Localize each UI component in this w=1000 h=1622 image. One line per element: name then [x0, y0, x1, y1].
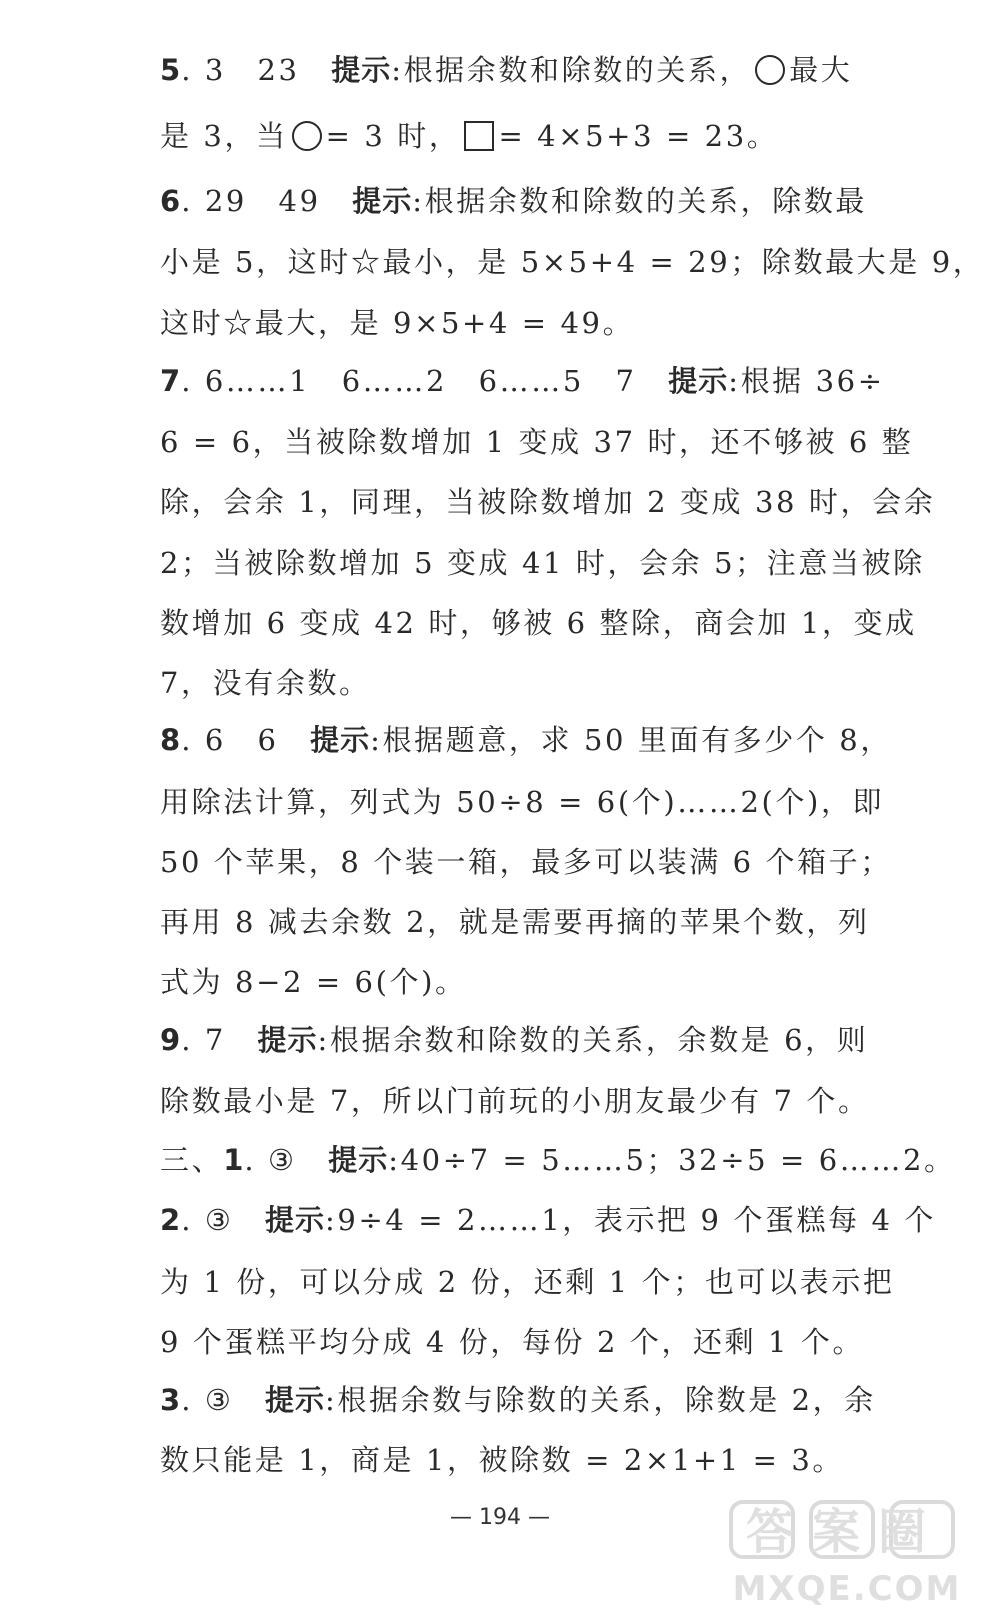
q8-line-3 [160, 842, 892, 882]
q9-line-2 [160, 1081, 870, 1121]
q8-answer: . 6 6 [181, 723, 311, 757]
q6-text-2: 小是 5，这时☆最小，是 5×5+4 = 29；除数最大是 9， [160, 245, 985, 279]
q5-number: 5 [160, 53, 182, 87]
q6-tip-label: 提示 [352, 184, 413, 218]
s3q3-line-1 [160, 1380, 876, 1420]
q8-text-4: 再用 8 减去余数 2，就是需要再摘的苹果个数，列 [160, 905, 870, 939]
q5-line-2 [160, 116, 800, 156]
s3q2-text-2: 为 1 份，可以分成 2 份，还剩 1 个；也可以表示把 [160, 1265, 895, 1299]
s3q2-line-2 [160, 1262, 895, 1302]
s3q2-number: 2 [160, 1203, 182, 1237]
s3q1-text-1: :40÷7 = 5……5；32÷5 = 6……2。 [388, 1143, 956, 1177]
s3q2-answer: . ③ [181, 1203, 266, 1237]
square-icon [464, 121, 494, 151]
section-3-label: 三、 [160, 1143, 224, 1177]
q6-answer: . 29 49 [181, 184, 353, 218]
s3q1-line-1 [160, 1140, 956, 1180]
s3q2-line-1 [160, 1200, 937, 1240]
q7-number: 7 [160, 364, 182, 398]
q7-text-4: 2；当被除数增加 5 变成 41 时，会余 5；注意当被除 [160, 546, 925, 580]
q7-line-1 [160, 361, 885, 401]
q6-text-1: :根据余数和除数的关系，除数最 [412, 184, 868, 218]
q9-line-1 [160, 1020, 869, 1060]
watermark-top-text: 答案圈 [745, 1504, 945, 1560]
q8-line-1 [160, 720, 892, 760]
watermark-logo [727, 1492, 972, 1612]
q7-answer: . 6……1 6……2 6……5 7 [181, 364, 669, 398]
s3q3-text-1: :根据余数与除数的关系，除数是 2，余 [325, 1383, 876, 1417]
q5-line-1 [160, 50, 853, 90]
s3q2-tip-label: 提示 [265, 1203, 326, 1237]
q6-text-3: 这时☆最大，是 9×5+4 = 49。 [160, 306, 635, 340]
q9-number: 9 [160, 1023, 182, 1057]
s3q1-tip-label: 提示 [328, 1143, 389, 1177]
s3q2-line-3 [160, 1322, 865, 1362]
q6-line-1 [160, 181, 868, 221]
q8-line-4 [160, 902, 870, 942]
q5-text-1b: 最大 [789, 53, 853, 87]
q5-text-1a: :根据余数和除数的关系， [391, 53, 752, 87]
q8-tip-label: 提示 [310, 723, 371, 757]
q8-text-5: 式为 8−2 = 6(个)。 [160, 965, 467, 999]
q9-answer: . 7 [181, 1023, 258, 1057]
q8-number: 8 [160, 723, 182, 757]
q7-text-1: :根据 36÷ [728, 364, 885, 398]
q6-number: 6 [160, 184, 182, 218]
q7-text-2: 6 = 6，当被除数增加 1 变成 37 时，还不够被 6 整 [160, 425, 914, 459]
q6-line-3 [160, 303, 800, 343]
s3q3-answer: . ③ [181, 1383, 266, 1417]
q8-line-5 [160, 962, 800, 1002]
q7-tip-label: 提示 [668, 364, 729, 398]
s3q1-number: 1 [223, 1143, 245, 1177]
s3q3-number: 3 [160, 1383, 182, 1417]
q9-text-1: :根据余数和除数的关系，余数是 6，则 [317, 1023, 869, 1057]
q9-tip-label: 提示 [257, 1023, 318, 1057]
q9-text-2: 除数最小是 7，所以门前玩的小朋友最少有 7 个。 [160, 1084, 870, 1118]
q7-text-5: 数增加 6 变成 42 时，够被 6 整除，商会加 1，变成 [160, 606, 917, 640]
page-number: — 194 — [450, 1505, 550, 1530]
q7-line-5 [160, 603, 917, 643]
s3q1-answer: . ③ [244, 1143, 329, 1177]
q7-line-2 [160, 422, 914, 462]
s3q3-line-2 [160, 1440, 845, 1480]
q5-tip-label: 提示 [331, 53, 392, 87]
q7-line-6 [160, 663, 800, 703]
q5-text-2a: 是 3，当 [160, 119, 288, 153]
q6-line-2 [160, 242, 985, 282]
q7-line-4 [160, 543, 925, 583]
q8-line-2 [160, 782, 885, 822]
q8-text-2: 用除法计算，列式为 50÷8 = 6(个)……2(个)，即 [160, 785, 885, 819]
circle-icon [292, 121, 322, 151]
circle-icon [755, 55, 785, 85]
q5-text-2b: = 3 时， [325, 119, 461, 153]
s3q3-text-2: 数只能是 1，商是 1，被除数 = 2×1+1 = 3。 [160, 1443, 845, 1477]
q8-text-3: 50 个苹果，8 个装一箱，最多可以装满 6 个箱子； [160, 845, 892, 879]
q7-text-6: 7，没有余数。 [160, 666, 371, 700]
s3q3-tip-label: 提示 [265, 1383, 326, 1417]
q8-text-1: :根据题意，求 50 里面有多少个 8， [370, 723, 892, 757]
q5-answer: . 3 23 [181, 53, 332, 87]
q7-text-3: 除，会余 1，同理，当被除数增加 2 变成 38 时，会余 [160, 485, 936, 519]
s3q2-text-3: 9 个蛋糕平均分成 4 份，每份 2 个，还剩 1 个。 [160, 1325, 865, 1359]
q5-text-2c: = 4×5+3 = 23。 [498, 119, 779, 153]
watermark-bottom-text: MXQE.COM [732, 1569, 962, 1609]
q7-line-3 [160, 482, 936, 522]
s3q2-text-1: :9÷4 = 2……1，表示把 9 个蛋糕每 4 个 [325, 1203, 937, 1237]
